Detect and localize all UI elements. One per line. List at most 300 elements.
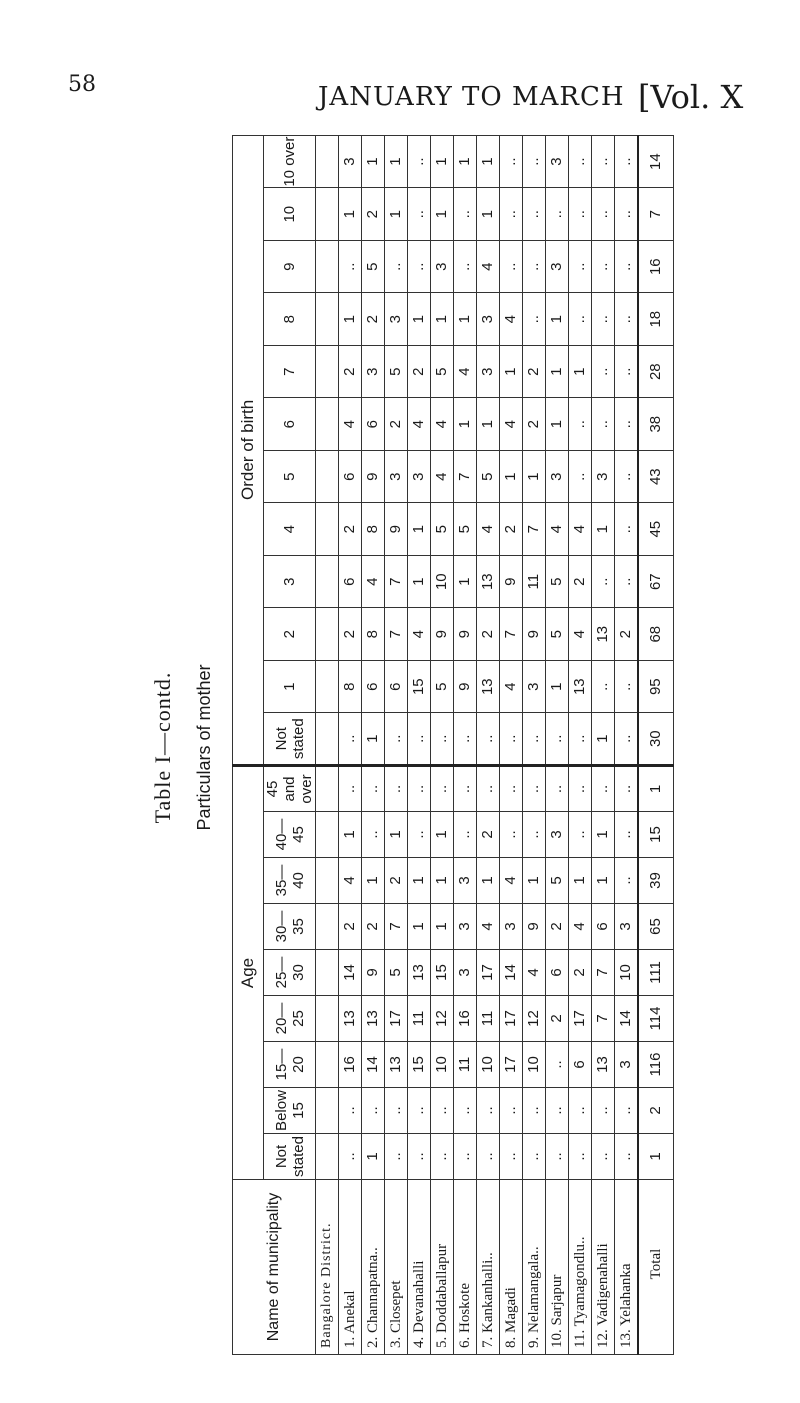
age-value-cell: 4 — [477, 904, 500, 950]
municipality-name-cell — [431, 1180, 454, 1355]
order-value-cell: .. — [339, 240, 362, 293]
table-row — [569, 135, 592, 1354]
age-value-cell: .. — [477, 1134, 500, 1180]
order-value-cell: 15 — [408, 660, 431, 713]
order-value-cell: .. — [546, 188, 569, 241]
order-value-cell: .. — [592, 398, 615, 451]
order-value-cell: 11 — [523, 555, 546, 608]
row-number: 3. — [388, 1336, 404, 1348]
order-value-cell: 4 — [431, 398, 454, 451]
total-order-cell: 7 — [638, 188, 674, 241]
age-value-cell: 4 — [339, 858, 362, 904]
municipality-name-cell — [569, 1180, 592, 1355]
age-value-cell: 1 — [408, 904, 431, 950]
order-value-cell: 1 — [339, 188, 362, 241]
municipality-name-cell — [385, 1180, 408, 1355]
age-value-cell: 12 — [523, 996, 546, 1042]
order-value-cell: 5 — [546, 608, 569, 661]
order-value-cell: .. — [615, 555, 639, 608]
order-value-cell: .. — [569, 293, 592, 346]
age-value-cell: 1 — [362, 1134, 385, 1180]
order-value-cell: .. — [615, 503, 639, 556]
age-value-cell: .. — [546, 1042, 569, 1088]
total-order-cell: 67 — [638, 555, 674, 608]
age-column-header: 30—35 — [264, 904, 316, 950]
age-column-header: 45 and over — [264, 765, 316, 811]
order-value-cell: 1 — [339, 293, 362, 346]
order-value-cell: 2 — [523, 398, 546, 451]
order-value-cell: .. — [592, 188, 615, 241]
empty-cell — [316, 1042, 339, 1088]
table-row — [546, 135, 569, 1354]
order-value-cell: 1 — [362, 713, 385, 766]
order-value-cell: 7 — [454, 450, 477, 503]
age-value-cell: .. — [615, 765, 639, 811]
order-value-cell: 4 — [500, 398, 523, 451]
age-value-cell: .. — [546, 1134, 569, 1180]
volume-label: [Vol. X — [638, 78, 744, 116]
order-value-cell: 9 — [385, 503, 408, 556]
age-value-cell: 2 — [362, 904, 385, 950]
order-column-header: 10 over — [264, 135, 316, 188]
order-value-cell: .. — [615, 713, 639, 766]
age-value-cell: 1 — [431, 812, 454, 858]
table-row — [362, 135, 385, 1354]
order-value-cell: .. — [454, 240, 477, 293]
order-value-cell: 3 — [546, 240, 569, 293]
order-value-cell: 3 — [546, 135, 569, 188]
order-value-cell: 6 — [362, 398, 385, 451]
age-value-cell: .. — [592, 1088, 615, 1134]
order-value-cell: 1 — [454, 555, 477, 608]
age-value-cell: 7 — [592, 996, 615, 1042]
order-value-cell: 13 — [477, 660, 500, 713]
age-value-cell: 7 — [592, 950, 615, 996]
row-number: 4. — [411, 1336, 427, 1348]
age-value-cell: 6 — [546, 950, 569, 996]
municipality-name-cell — [408, 1180, 431, 1355]
age-value-cell: 1 — [339, 812, 362, 858]
age-value-cell: .. — [615, 812, 639, 858]
order-value-cell: .. — [477, 713, 500, 766]
age-value-cell: 1 — [362, 858, 385, 904]
order-value-cell: .. — [385, 713, 408, 766]
age-value-cell: .. — [523, 812, 546, 858]
table-row — [523, 135, 546, 1354]
order-value-cell: 4 — [569, 503, 592, 556]
order-value-cell: 1 — [385, 188, 408, 241]
order-value-cell: 1 — [431, 293, 454, 346]
order-value-cell: .. — [385, 240, 408, 293]
municipality-name: Doddaballapur — [434, 1243, 450, 1333]
age-value-cell: .. — [339, 1134, 362, 1180]
order-value-cell: 9 — [454, 660, 477, 713]
table-body — [316, 135, 674, 1354]
order-value-cell: .. — [569, 240, 592, 293]
table-caption: Table I—contd. — [150, 671, 175, 824]
order-value-cell: .. — [592, 345, 615, 398]
age-value-cell: 2 — [477, 812, 500, 858]
age-value-cell: 1 — [523, 858, 546, 904]
order-value-cell: .. — [408, 713, 431, 766]
municipality-name-cell — [523, 1180, 546, 1355]
age-value-cell: 5 — [546, 858, 569, 904]
order-value-cell: .. — [500, 188, 523, 241]
order-value-cell: .. — [615, 293, 639, 346]
order-value-cell: 10 — [431, 555, 454, 608]
age-value-cell: .. — [454, 1088, 477, 1134]
order-column-header: 7 — [264, 345, 316, 398]
age-value-cell: 1 — [408, 858, 431, 904]
order-column-header: 3 — [264, 555, 316, 608]
order-column-header: 6 — [264, 398, 316, 451]
age-value-cell: 12 — [431, 996, 454, 1042]
order-value-cell: 1 — [500, 345, 523, 398]
row-number: 13. — [618, 1329, 634, 1348]
age-column-header: 40—45 — [264, 812, 316, 858]
order-value-cell: 2 — [362, 293, 385, 346]
age-value-cell: .. — [615, 1134, 639, 1180]
municipality-name: Nelamangala.. — [526, 1246, 542, 1333]
age-column-header: Below 15 — [264, 1088, 316, 1134]
municipality-name-cell — [362, 1180, 385, 1355]
age-value-cell: 1 — [592, 858, 615, 904]
order-value-cell: .. — [592, 293, 615, 346]
order-value-cell: .. — [523, 240, 546, 293]
age-value-cell: 7 — [385, 904, 408, 950]
order-value-cell: 4 — [477, 240, 500, 293]
order-value-cell: .. — [454, 713, 477, 766]
order-value-cell: 4 — [500, 660, 523, 713]
order-value-cell: .. — [408, 188, 431, 241]
total-age-cell: 1 — [638, 765, 674, 811]
row-number: 6. — [457, 1336, 473, 1348]
order-value-cell: 4 — [569, 608, 592, 661]
total-age-cell: 1 — [638, 1134, 674, 1180]
age-value-cell: 11 — [454, 1042, 477, 1088]
age-value-cell: 2 — [385, 858, 408, 904]
municipality-name: Sarjapur — [549, 1274, 565, 1326]
empty-cell — [316, 858, 339, 904]
age-value-cell: .. — [408, 765, 431, 811]
order-value-cell: 5 — [546, 555, 569, 608]
order-value-cell: 1 — [431, 135, 454, 188]
age-value-cell: .. — [362, 765, 385, 811]
order-value-cell: 13 — [569, 660, 592, 713]
order-value-cell: .. — [523, 135, 546, 188]
age-value-cell: .. — [569, 1134, 592, 1180]
age-value-cell: .. — [477, 1088, 500, 1134]
order-value-cell: 6 — [385, 660, 408, 713]
age-value-cell: .. — [339, 765, 362, 811]
age-value-cell: .. — [385, 765, 408, 811]
age-value-cell: 4 — [569, 904, 592, 950]
order-value-cell: 4 — [339, 398, 362, 451]
table-row — [592, 135, 615, 1354]
age-value-cell: 10 — [615, 950, 639, 996]
table-row — [339, 135, 362, 1354]
age-value-cell: .. — [500, 765, 523, 811]
age-value-cell: 2 — [569, 950, 592, 996]
order-value-cell: 9 — [362, 450, 385, 503]
order-value-cell: 1 — [546, 660, 569, 713]
age-value-cell: 4 — [500, 858, 523, 904]
order-value-cell: .. — [592, 555, 615, 608]
empty-cell — [316, 450, 339, 503]
age-value-cell: 13 — [592, 1042, 615, 1088]
age-column-header: 15—20 — [264, 1042, 316, 1088]
age-value-cell: 15 — [408, 1042, 431, 1088]
order-value-cell: 1 — [408, 555, 431, 608]
age-value-cell: .. — [615, 858, 639, 904]
order-value-cell: 4 — [431, 450, 454, 503]
age-value-cell: 5 — [385, 950, 408, 996]
age-value-cell: .. — [523, 1134, 546, 1180]
order-value-cell: 4 — [546, 503, 569, 556]
order-value-cell: 1 — [454, 135, 477, 188]
age-value-cell: 6 — [592, 904, 615, 950]
order-value-cell: 2 — [569, 555, 592, 608]
order-value-cell: 13 — [592, 608, 615, 661]
order-value-cell: 1 — [546, 293, 569, 346]
empty-cell — [316, 765, 339, 811]
order-value-cell: 7 — [500, 608, 523, 661]
age-value-cell: 14 — [339, 950, 362, 996]
order-value-cell: 3 — [523, 660, 546, 713]
order-value-cell: .. — [592, 135, 615, 188]
table-row — [385, 135, 408, 1354]
order-value-cell: 3 — [408, 450, 431, 503]
order-value-cell: .. — [431, 713, 454, 766]
table-row — [408, 135, 431, 1354]
order-value-cell: .. — [569, 398, 592, 451]
age-value-cell: .. — [592, 765, 615, 811]
order-value-cell: .. — [615, 660, 639, 713]
age-value-cell: .. — [569, 812, 592, 858]
age-value-cell: 1 — [477, 858, 500, 904]
age-value-cell: .. — [569, 1088, 592, 1134]
municipality-name: Kankanhalli.. — [480, 1252, 496, 1333]
empty-cell — [316, 240, 339, 293]
empty-cell — [316, 398, 339, 451]
age-value-cell: 14 — [615, 996, 639, 1042]
order-value-cell: 1 — [454, 398, 477, 451]
municipality-name: Devanahalli — [411, 1260, 427, 1333]
age-value-cell: 2 — [339, 904, 362, 950]
order-value-cell: 6 — [339, 450, 362, 503]
order-value-cell: 4 — [362, 555, 385, 608]
order-value-cell: .. — [569, 135, 592, 188]
row-number: 5. — [434, 1336, 450, 1348]
order-value-cell: 13 — [477, 555, 500, 608]
order-value-cell: 6 — [339, 555, 362, 608]
order-value-cell: .. — [500, 135, 523, 188]
order-value-cell: 2 — [339, 608, 362, 661]
age-value-cell: 2 — [546, 904, 569, 950]
order-value-cell: 6 — [362, 660, 385, 713]
empty-cell — [316, 660, 339, 713]
order-value-cell: 5 — [362, 240, 385, 293]
age-value-cell: 6 — [569, 1042, 592, 1088]
age-value-cell: 3 — [454, 904, 477, 950]
order-value-cell: 1 — [592, 713, 615, 766]
total-order-cell: 68 — [638, 608, 674, 661]
order-value-cell: .. — [615, 240, 639, 293]
age-value-cell: .. — [523, 1088, 546, 1134]
page-header — [40, 72, 800, 122]
row-number: 11. — [572, 1329, 588, 1348]
order-value-cell: 1 — [569, 345, 592, 398]
age-value-cell: 3 — [546, 812, 569, 858]
age-value-cell: .. — [454, 1134, 477, 1180]
order-value-cell: .. — [615, 135, 639, 188]
empty-cell — [316, 996, 339, 1042]
age-value-cell: 13 — [339, 996, 362, 1042]
order-column-header: Not stated — [264, 713, 316, 766]
order-value-cell: 5 — [385, 345, 408, 398]
total-age-cell: 15 — [638, 812, 674, 858]
total-row — [638, 135, 674, 1354]
age-value-cell: .. — [569, 765, 592, 811]
age-value-cell: .. — [385, 1088, 408, 1134]
order-value-cell: .. — [454, 188, 477, 241]
total-order-cell: 16 — [638, 240, 674, 293]
empty-cell — [316, 812, 339, 858]
order-value-cell: .. — [339, 713, 362, 766]
order-value-cell: 1 — [477, 188, 500, 241]
total-age-cell: 114 — [638, 996, 674, 1042]
age-value-cell: 9 — [523, 904, 546, 950]
age-value-cell: .. — [500, 812, 523, 858]
row-number: 12. — [595, 1329, 611, 1348]
order-value-cell: 1 — [385, 135, 408, 188]
municipality-name: Channapatna.. — [365, 1247, 381, 1333]
order-column-header: 2 — [264, 608, 316, 661]
age-value-cell: 13 — [408, 950, 431, 996]
order-value-cell: 7 — [385, 555, 408, 608]
order-value-cell: 9 — [500, 555, 523, 608]
order-value-cell: 2 — [477, 608, 500, 661]
empty-cell — [316, 1088, 339, 1134]
total-order-cell: 30 — [638, 713, 674, 766]
table-row — [454, 135, 477, 1354]
age-value-cell: .. — [615, 1088, 639, 1134]
order-value-cell: 1 — [362, 135, 385, 188]
age-value-cell: 3 — [615, 1042, 639, 1088]
age-value-cell: 11 — [408, 996, 431, 1042]
municipality-name: Vadigenahalli — [595, 1243, 611, 1326]
order-value-cell: .. — [615, 398, 639, 451]
total-order-cell: 14 — [638, 135, 674, 188]
row-number: 9. — [526, 1336, 542, 1348]
empty-cell — [316, 904, 339, 950]
municipality-name: Magadi — [503, 1287, 519, 1333]
order-value-cell: 1 — [431, 188, 454, 241]
order-column-header: 8 — [264, 293, 316, 346]
order-value-cell: 8 — [362, 608, 385, 661]
age-value-cell: .. — [408, 812, 431, 858]
age-value-cell: 10 — [477, 1042, 500, 1088]
age-value-cell: 13 — [362, 996, 385, 1042]
row-number: 7. — [480, 1336, 496, 1348]
page-number: 58 — [68, 72, 96, 97]
birth-statistics-table — [232, 135, 674, 1355]
age-value-cell: .. — [431, 765, 454, 811]
order-value-cell: 1 — [546, 398, 569, 451]
order-value-cell: 4 — [477, 503, 500, 556]
table-row — [615, 135, 639, 1354]
order-value-cell: 2 — [385, 398, 408, 451]
order-value-cell: 1 — [546, 345, 569, 398]
order-value-cell: .. — [615, 188, 639, 241]
age-value-cell: .. — [408, 1134, 431, 1180]
order-value-cell: 2 — [408, 345, 431, 398]
total-order-cell: 95 — [638, 660, 674, 713]
age-value-cell: 1 — [385, 812, 408, 858]
total-age-cell: 65 — [638, 904, 674, 950]
empty-cell — [316, 503, 339, 556]
age-value-cell: 1 — [431, 904, 454, 950]
municipality-name-cell — [477, 1180, 500, 1355]
age-column-header: 35—40 — [264, 858, 316, 904]
order-value-cell: 1 — [477, 135, 500, 188]
age-value-cell: 17 — [385, 996, 408, 1042]
order-value-cell: .. — [408, 240, 431, 293]
row-number: 8. — [503, 1336, 519, 1348]
age-value-cell: 1 — [592, 812, 615, 858]
order-value-cell: 7 — [523, 503, 546, 556]
municipality-name: Yelahanka — [618, 1263, 634, 1327]
order-value-cell: 1 — [477, 398, 500, 451]
total-order-cell: 28 — [638, 345, 674, 398]
order-value-cell: .. — [408, 135, 431, 188]
municipality-name-cell — [454, 1180, 477, 1355]
total-age-cell: 2 — [638, 1088, 674, 1134]
age-value-cell: 15 — [431, 950, 454, 996]
age-value-cell: 3 — [615, 904, 639, 950]
total-label: Total — [638, 1180, 674, 1355]
age-value-cell: 10 — [523, 1042, 546, 1088]
order-value-cell: 5 — [454, 503, 477, 556]
table-row — [477, 135, 500, 1354]
total-order-cell: 45 — [638, 503, 674, 556]
age-value-cell: 3 — [500, 904, 523, 950]
order-value-cell: 4 — [408, 608, 431, 661]
age-value-cell: 16 — [454, 996, 477, 1042]
age-value-cell: 2 — [546, 996, 569, 1042]
order-column-header: 5 — [264, 450, 316, 503]
order-value-cell: .. — [523, 293, 546, 346]
municipality-name: Hoskote — [457, 1283, 473, 1333]
order-value-cell: 7 — [385, 608, 408, 661]
age-value-cell: 1 — [569, 858, 592, 904]
row-number: 2. — [365, 1336, 381, 1348]
district-row — [316, 135, 339, 1354]
order-value-cell: 2 — [362, 188, 385, 241]
age-value-cell: .. — [500, 1134, 523, 1180]
order-value-cell: 5 — [477, 450, 500, 503]
age-value-cell: 16 — [339, 1042, 362, 1088]
age-value-cell: .. — [385, 1134, 408, 1180]
order-value-cell: 1 — [592, 503, 615, 556]
age-value-cell: .. — [546, 1088, 569, 1134]
table-row — [500, 135, 523, 1354]
order-value-cell: 3 — [385, 293, 408, 346]
order-value-cell: 3 — [385, 450, 408, 503]
order-value-cell: .. — [523, 188, 546, 241]
order-value-cell: 9 — [431, 608, 454, 661]
row-number: 10. — [549, 1329, 565, 1348]
